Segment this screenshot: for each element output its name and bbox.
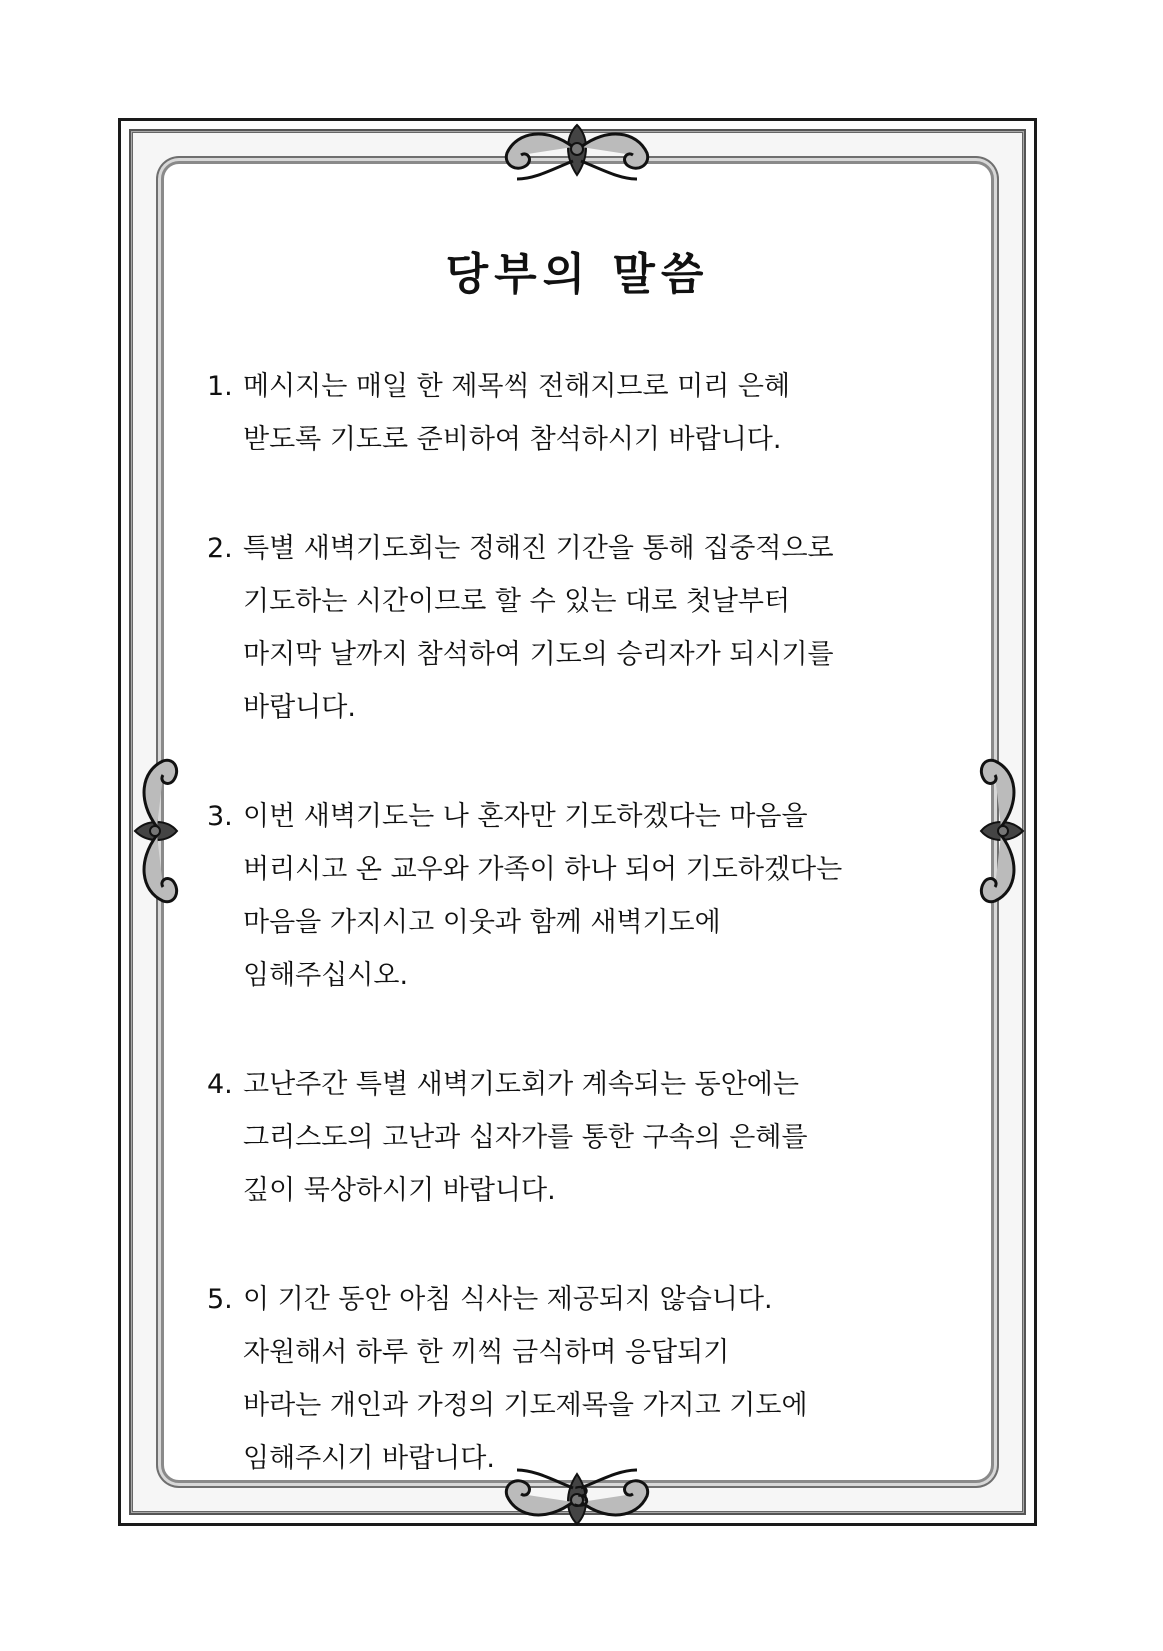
item-line: 임해주시기 바랍니다. (243, 1443, 495, 1474)
left-scroll-ornament (127, 741, 179, 921)
item-line: 고난주간 특별 새벽기도회가 계속되는 동안에는 (243, 1069, 799, 1100)
item-line: 바라는 개인과 가정의 기도제목을 가지고 기도에 (243, 1390, 808, 1421)
item-line: 마지막 날까지 참석하여 기도의 승리자가 되시기를 (243, 639, 834, 670)
item-line: 마음을 가지시고 이웃과 함께 새벽기도에 (243, 907, 721, 938)
item-line: 받도록 기도로 준비하여 참석하시기 바랍니다. (243, 424, 782, 455)
item-text (243, 360, 927, 466)
instruction-item-4 (207, 1058, 927, 1217)
instruction-item-5 (207, 1273, 927, 1485)
item-number: 2. (207, 533, 233, 564)
top-scroll-ornament (477, 117, 677, 183)
item-number: 4. (207, 1069, 233, 1100)
item-text (243, 1273, 927, 1485)
item-line: 이 기간 동안 아침 식사는 제공되지 않습니다. (243, 1284, 773, 1315)
right-scroll-ornament (979, 741, 1031, 921)
item-line: 바랍니다. (243, 692, 356, 723)
instruction-item-3 (207, 790, 927, 1002)
item-number: 1. (207, 371, 233, 402)
item-text (243, 1058, 927, 1217)
item-text (243, 522, 927, 734)
page-number: 3 (572, 1480, 591, 1513)
item-text (243, 790, 927, 1002)
item-number: 3. (207, 801, 233, 832)
item-line: 임해주십시오. (243, 960, 409, 991)
item-line: 특별 새벽기도회는 정해진 기간을 통해 집중적으로 (243, 533, 834, 564)
item-line: 이번 새벽기도는 나 혼자만 기도하겠다는 마음을 (243, 801, 808, 832)
instruction-item-2 (207, 522, 927, 734)
item-line: 메시지는 매일 한 제목씩 전해지므로 미리 은혜 (243, 371, 791, 402)
item-number: 5. (207, 1284, 233, 1315)
item-line: 기도하는 시간이므로 할 수 있는 대로 첫날부터 (243, 586, 791, 617)
item-line: 그리스도의 고난과 십자가를 통한 구속의 은혜를 (243, 1122, 808, 1153)
item-line: 깊이 묵상하시기 바랍니다. (243, 1175, 556, 1206)
item-line: 버리시고 온 교우와 가족이 하나 되어 기도하겠다는 (243, 854, 843, 885)
instruction-list (207, 360, 927, 1541)
page-title: 당부의 말씀 (445, 249, 710, 300)
instruction-item-1 (207, 360, 927, 466)
item-line: 자원해서 하루 한 끼씩 금식하며 응답되기 (243, 1337, 730, 1368)
